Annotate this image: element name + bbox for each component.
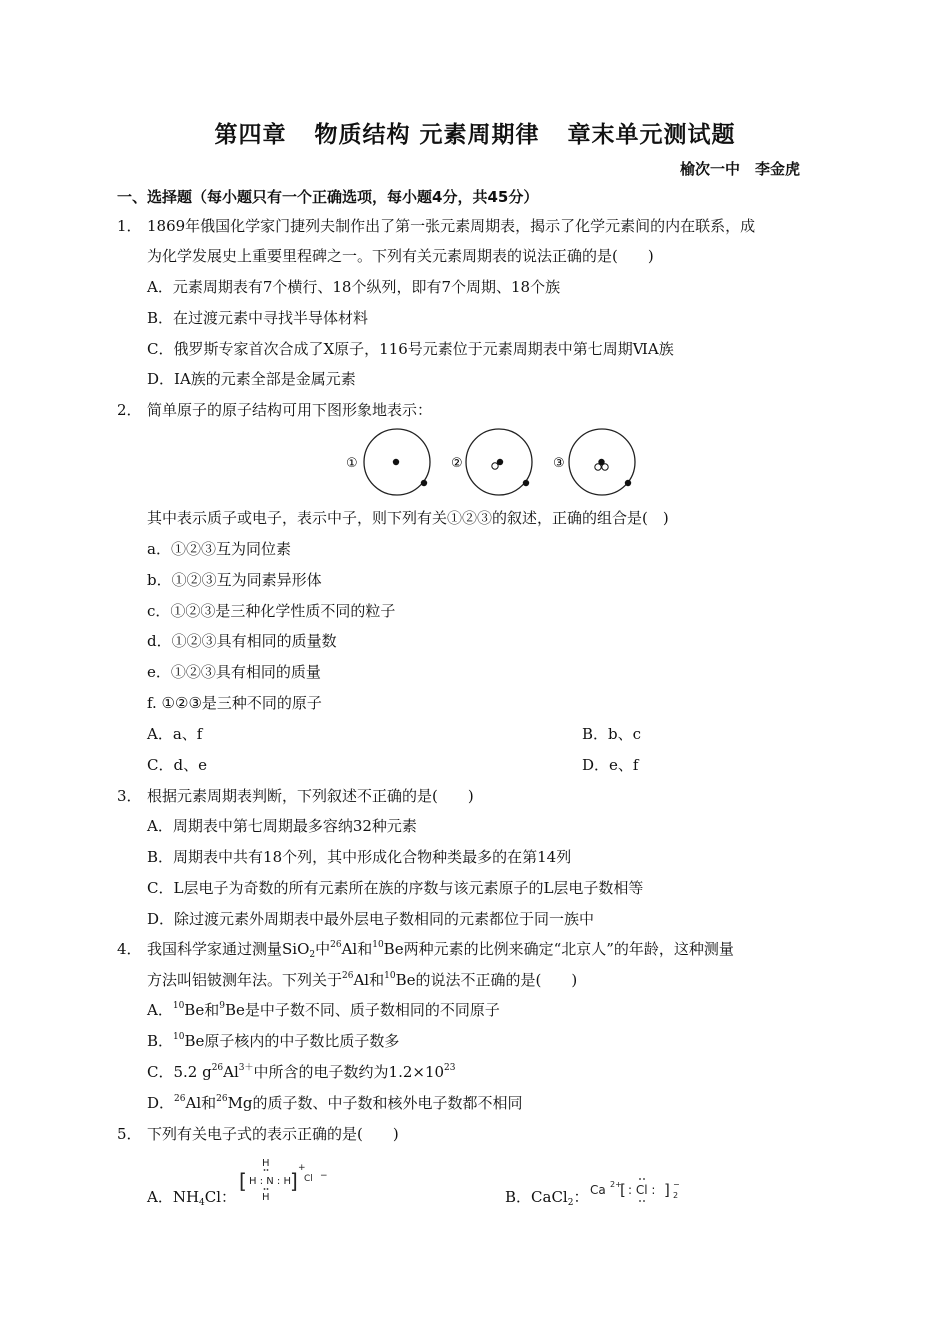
q1-option-b: B．在过渡元素中寻找半导体材料 bbox=[147, 309, 369, 327]
cl-anion: Cl bbox=[304, 1174, 313, 1184]
cl-bracket-open: [ bbox=[620, 1181, 626, 1199]
q3-stem: 根据元素周期表判断，下列叙述不正确的是( ) bbox=[147, 787, 474, 805]
ca-cation: Ca bbox=[590, 1183, 606, 1197]
q1-option-c: C．俄罗斯专家首次合成了X原子，116号元素位于元素周期表中第七周期ⅥA族 bbox=[147, 340, 674, 358]
nh4-h-top: H bbox=[262, 1158, 270, 1169]
q5-option-b: B．CaCl$_2$： bbox=[505, 1188, 589, 1208]
q1-number: 1． bbox=[117, 217, 142, 235]
ca-charge: 2+ bbox=[610, 1180, 622, 1189]
atom-2-neutron bbox=[492, 463, 498, 469]
q2-item-a: a．①②③互为同位素 bbox=[147, 540, 291, 558]
cl-charge: − bbox=[673, 1180, 680, 1189]
nh4-charge: + bbox=[298, 1163, 306, 1173]
q4-stem-line2: 方法叫铝铍测年法。下列关于$^{26}$Al和$^{10}$Be的说法不正确的是( ) bbox=[147, 971, 578, 989]
q2-item-f: f. ①②③是三种不同的原子 bbox=[147, 694, 322, 712]
title-topic: 物质结构 元素周期律 bbox=[314, 122, 540, 148]
q5-option-a: A．$NH_4Cl$： bbox=[147, 1188, 237, 1208]
atom-structure-figure bbox=[340, 425, 640, 500]
q2-number: 2． bbox=[117, 401, 142, 419]
q4-option-c: C．5.2 $g^{26}Al^{3+}$中所含的电子数约为$1.2\times 10^{23}$ bbox=[147, 1063, 456, 1081]
q3-option-b: B．周期表中共有18个列，其中形成化合物种类最多的在第14列 bbox=[147, 848, 572, 866]
q2-item-e: e．①②③具有相同的质量 bbox=[147, 663, 321, 681]
q2-option-d: D．e、f bbox=[582, 756, 639, 774]
atom-3-proton bbox=[598, 459, 604, 465]
atom-3-electron bbox=[625, 480, 631, 486]
q2-item-d: d．①②③具有相同的质量数 bbox=[147, 632, 337, 650]
q2-option-a: A．a、f bbox=[147, 725, 203, 743]
atom-2-electron bbox=[523, 480, 529, 486]
title-chapter: 第四章 bbox=[214, 122, 287, 148]
atom-label-1: ① bbox=[346, 456, 358, 471]
q2-stem-line1: 简单原子的原子结构可用下图形象地表示： bbox=[147, 401, 433, 419]
atom-1-proton bbox=[393, 459, 399, 465]
nh4-bracket-open: [ bbox=[239, 1169, 247, 1193]
title-test: 章末单元测试题 bbox=[567, 122, 736, 148]
nh4-h-bottom: H bbox=[262, 1192, 270, 1203]
atom-label-3: ③ bbox=[553, 456, 565, 471]
q5-stem: 下列有关电子式的表示正确的是( ) bbox=[147, 1125, 399, 1143]
q2-option-b: B．b、c bbox=[582, 725, 642, 743]
q1-stem-line2: 为化学发展史上重要里程碑之一。下列有关元素周期表的说法正确的是( ) bbox=[147, 247, 654, 265]
q1-option-a: A．元素周期表有7个横行、18个纵列，即有7个周期、18个族 bbox=[147, 278, 561, 296]
q4-option-d: D．$^{26}$Al和$^{26}$Mg的质子数、中子数和核外电子数都不相同 bbox=[147, 1094, 523, 1112]
q3-option-d: D．除过渡元素外周期表中最外层电子数相同的元素都位于同一族中 bbox=[147, 910, 595, 928]
atom-1-electron bbox=[421, 480, 427, 486]
nh4cl-electron-formula bbox=[236, 1155, 331, 1203]
q3-option-a: A．周期表中第七周期最多容纳32种元素 bbox=[147, 817, 417, 835]
q1-stem-line1: 1869年俄国化学家门捷列夫制作出了第一张元素周期表，揭示了化学元素间的内在联系，成 bbox=[147, 217, 756, 235]
q3-number: 3． bbox=[117, 787, 142, 805]
atom-label-2: ② bbox=[451, 456, 463, 471]
nh4-center: H : N : H bbox=[249, 1176, 291, 1187]
section-heading: 一、选择题（每小题只有一个正确选项，每小题4分，共45分） bbox=[117, 188, 539, 206]
q1-option-d: D．ⅠA族的元素全部是金属元素 bbox=[147, 370, 356, 388]
nh4-bracket-close: ] bbox=[290, 1169, 298, 1193]
atom-2-proton bbox=[497, 459, 503, 465]
author: 榆次一中 李金虎 bbox=[679, 160, 800, 178]
q2-option-c: C．d、e bbox=[147, 756, 207, 774]
cl-bracket-close: ] bbox=[664, 1181, 670, 1199]
cl-charge: − bbox=[320, 1171, 328, 1181]
q2-item-c: c．①②③是三种化学性质不同的粒子 bbox=[147, 602, 396, 620]
cl-count: 2 bbox=[673, 1191, 679, 1200]
q3-option-c: C．L层电子为奇数的所有元素所在族的序数与该元素原子的L层电子数相等 bbox=[147, 879, 644, 897]
q4-stem-line1: 我国科学家通过测量SiO$_2$中$^{26}$Al和$^{10}$Be两种元素的比例来确定“北京人”的年龄，这种测量 bbox=[147, 940, 734, 960]
page-title bbox=[0, 116, 950, 149]
q4-option-b: B．$^{10}$Be原子核内的中子数比质子数多 bbox=[147, 1032, 400, 1050]
q4-number: 4． bbox=[117, 940, 142, 958]
cacl2-electron-formula bbox=[588, 1172, 688, 1206]
q2-stem-line2: 其中表示质子或电子，表示中子，则下列有关①②③的叙述，正确的组合是( ) bbox=[147, 509, 669, 527]
q2-item-b: b．①②③互为同素异形体 bbox=[147, 571, 322, 589]
q5-number: 5． bbox=[117, 1125, 142, 1143]
cl-center: : Cl : bbox=[628, 1183, 656, 1197]
q4-option-a: A．$^{10}$Be和$^9$Be是中子数不同、质子数相同的不同原子 bbox=[147, 1001, 500, 1019]
